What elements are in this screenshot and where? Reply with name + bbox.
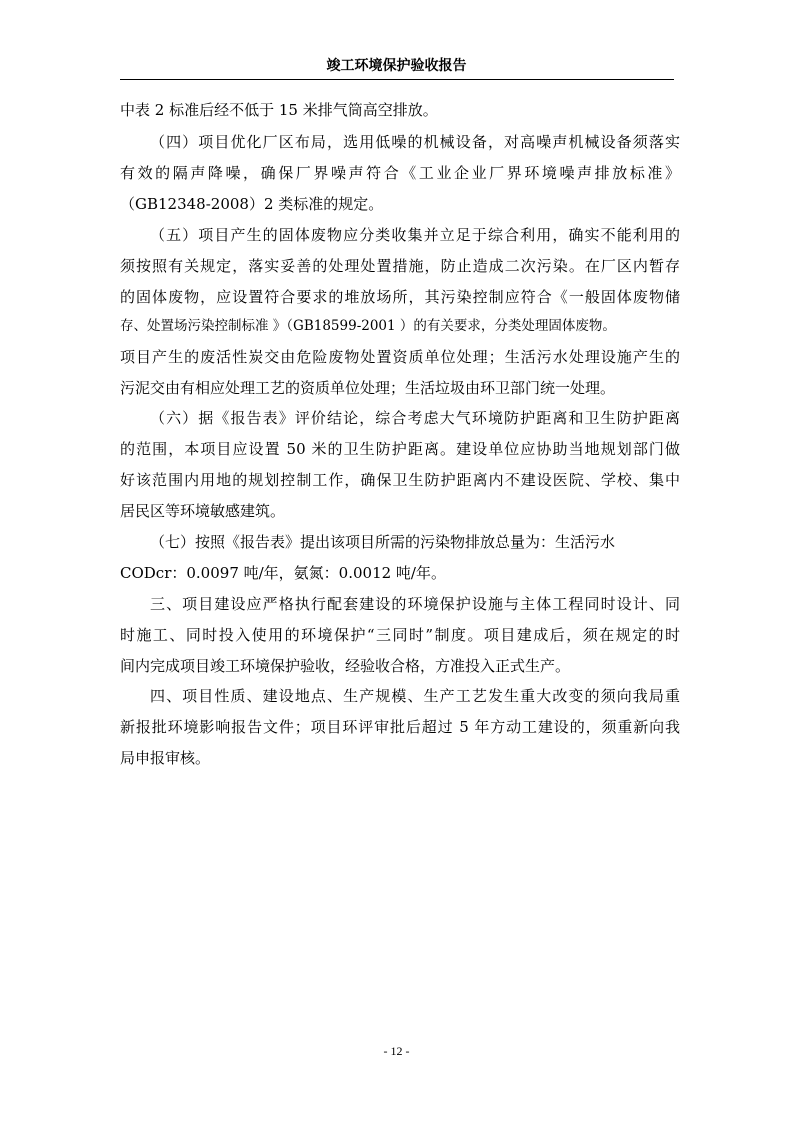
paragraph-line: 间内完成项目竣工环境保护验收，经验收合格，方准投入正式生产。 <box>120 657 571 675</box>
paragraph-line: 存、处置场污染控制标准 》（GB18599-2001 ）的有关要求，分类处理固体废物。 <box>120 318 616 334</box>
paragraph-line: 四、项目性质、建设地点、生产规模、生产工艺发生重大改变的须向我局重 <box>150 687 680 705</box>
header-divider <box>120 79 674 80</box>
paragraph-line: 时施工、同时投入使用的环境保护“三同时”制度。项目建成后，须在规定的时 <box>120 626 680 644</box>
paragraph-line: 局申报审核。 <box>120 749 211 767</box>
paragraph-line: 项目产生的废活性炭交由危险废物处置资质单位处理；生活污水处理设施产生的 <box>120 348 680 366</box>
paragraph-line: （七）按照《报告表》提出该项目所需的污染物排放总量为：生活污水 <box>150 533 616 551</box>
paragraph-line: 的固体废物，应设置符合要求的堆放场所，其污染控制应符合《一般固体废物储 <box>120 288 680 306</box>
paragraph-line: 有效的隔声降噪，确保厂界噪声符合《工业企业厂界环境噪声排放标准》 <box>120 164 680 182</box>
paragraph-line: （五）项目产生的固体废物应分类收集并立足于综合利用，确实不能利用的 <box>150 226 680 244</box>
paragraph-line: （GB12348-2008）2 类标准的规定。 <box>120 195 384 213</box>
paragraph-line: 的范围，本项目应设置 50 米的卫生防护距离。建设单位应协助当地规划部门做 <box>120 440 680 458</box>
running-header-title: 竣工环境保护验收报告 <box>326 58 467 74</box>
paragraph-line: 污泥交由有相应处理工艺的资质单位处理；生活垃圾由环卫部门统一处理。 <box>120 379 616 397</box>
paragraph-line: CODcr：0.0097 吨/年，氨氮：0.0012 吨/年。 <box>120 564 446 582</box>
paragraph-line: 居民区等环境敏感建筑。 <box>120 502 286 520</box>
paragraph-line: 中表 2 标准后经不低于 15 米排气筒高空排放。 <box>120 101 438 119</box>
paragraph-line: 须按照有关规定，落实妥善的处理处置措施，防止造成二次污染。在厂区内暂存 <box>120 257 680 275</box>
paragraph-line: 新报批环境影响报告文件；项目环评审批后超过 5 年方动工建设的，须重新向我 <box>120 718 680 736</box>
paragraph-line: （六）据《报告表》评价结论，综合考虑大气环境防护距离和卫生防护距离 <box>150 409 680 427</box>
paragraph-line: 好该范围内用地的规划控制工作，确保卫生防护距离内不建设医院、学校、集中 <box>120 471 680 489</box>
paragraph-line: 三、项目建设应严格执行配套建设的环境保护设施与主体工程同时设计、同 <box>150 595 680 613</box>
page-number: - 12 - <box>383 1044 410 1058</box>
paragraph-line: （四）项目优化厂区布局，选用低噪的机械设备，对高噪声机械设备须落实 <box>150 133 680 151</box>
